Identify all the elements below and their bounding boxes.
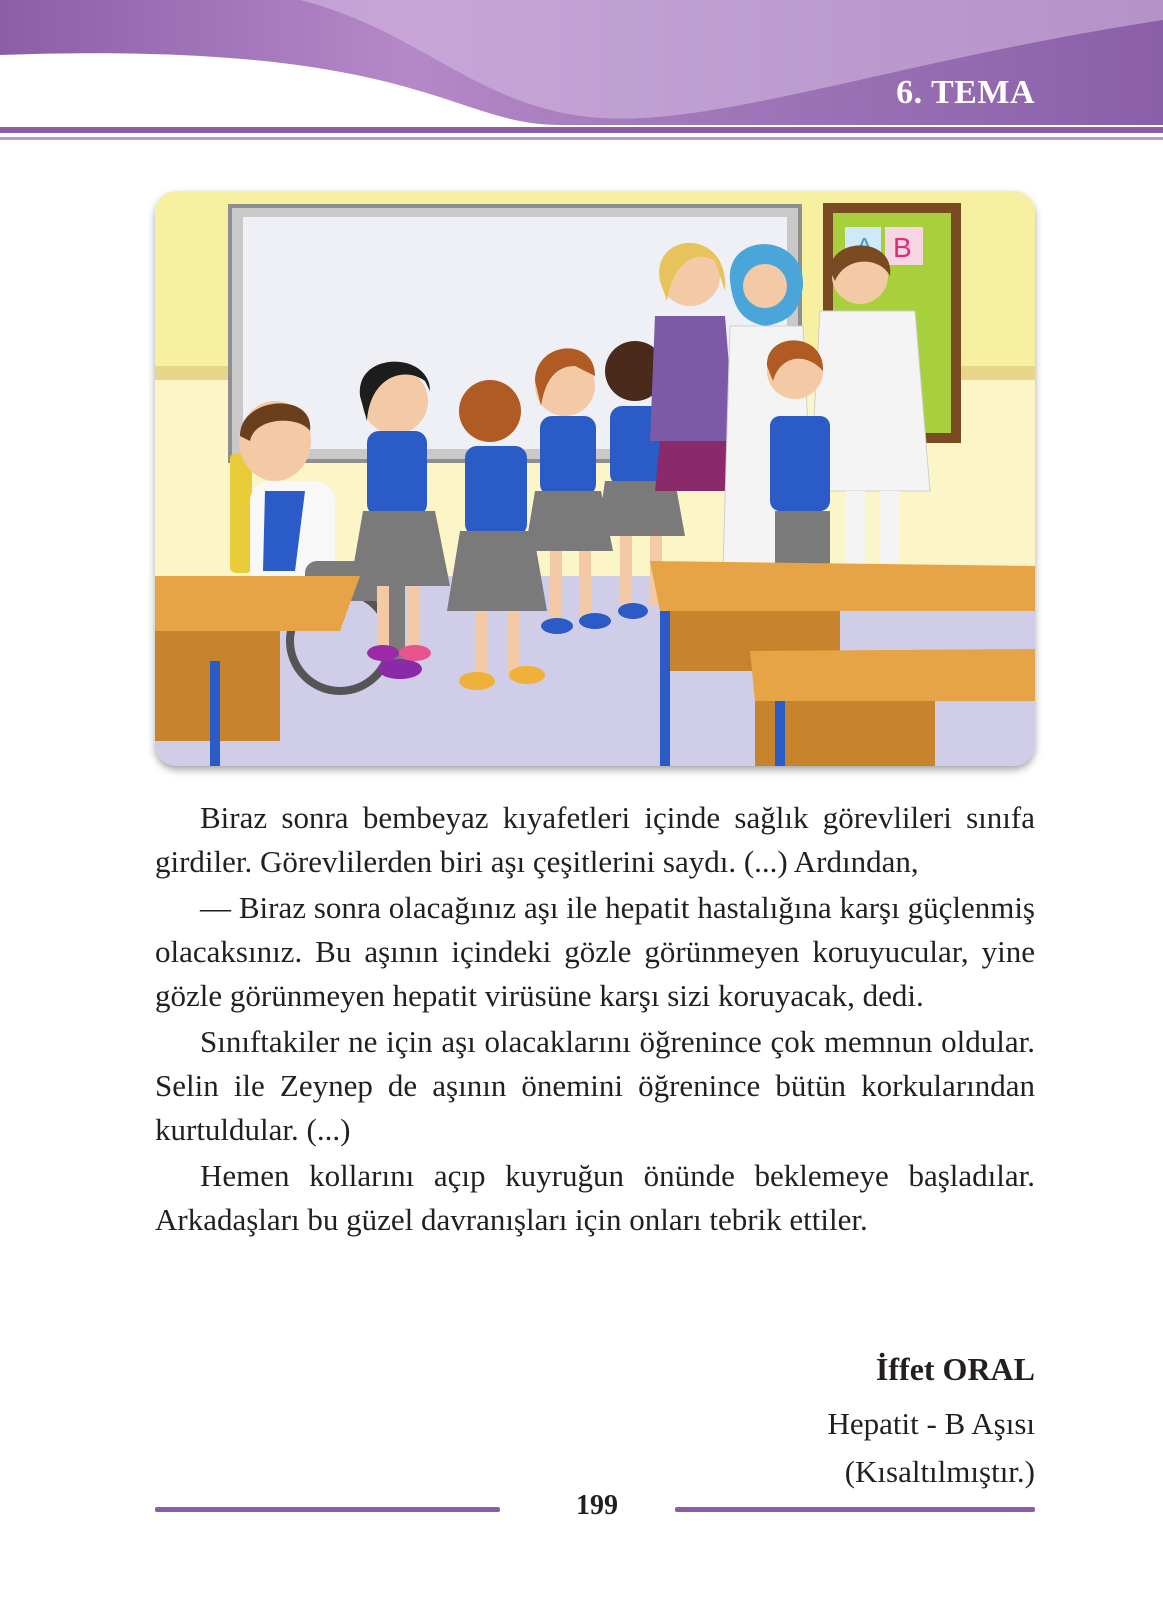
story-text xyxy=(155,796,1035,1244)
page-number: 199 xyxy=(576,1490,618,1521)
source-note: (Kısaltılmıştır.) xyxy=(844,1454,1035,1489)
board-letter-b: B xyxy=(893,232,912,263)
story-paragraph-2: — Biraz sonra olacağınız aşı ile hepatit hastalığına karşı güçlenmiş olacaksınız. Bu aşının içindeki gözle görünmeyen koruyucular, yine gözle görünmeyen hepatit virüsüne karşı sizi koruyacak, dedi. xyxy=(155,890,1035,1013)
source-title: Hepatit - B Aşısı xyxy=(827,1406,1035,1441)
footer-line-left xyxy=(155,1507,500,1512)
story-paragraph-1: Biraz sonra bembeyaz kıyafetleri içinde sağlık görevlileri sınıfa girdiler. Görevlilerden biri aşı çeşitlerini saydı. (...) Ardından, xyxy=(155,800,1035,879)
author-name: İffet ORAL xyxy=(875,1351,1035,1387)
theme-label: 6. TEMA xyxy=(896,74,1035,111)
story-paragraph-3: Sınıftakiler ne için aşı olacaklarını öğrenince çok memnun oldular. Selin ile Zeynep de aşının önemini öğrenince bütün korkularından kurtuldular. (...) xyxy=(155,1024,1035,1147)
story-paragraph-4: Hemen kollarını açıp kuyruğun önünde beklemeye başladılar. Arkadaşları bu güzel davranışları için onları tebrik ettiler. xyxy=(155,1158,1035,1237)
source-block xyxy=(827,1400,1035,1496)
header-band xyxy=(0,0,1163,150)
classroom-illustration xyxy=(155,191,1035,766)
footer-line-right xyxy=(675,1507,1035,1512)
